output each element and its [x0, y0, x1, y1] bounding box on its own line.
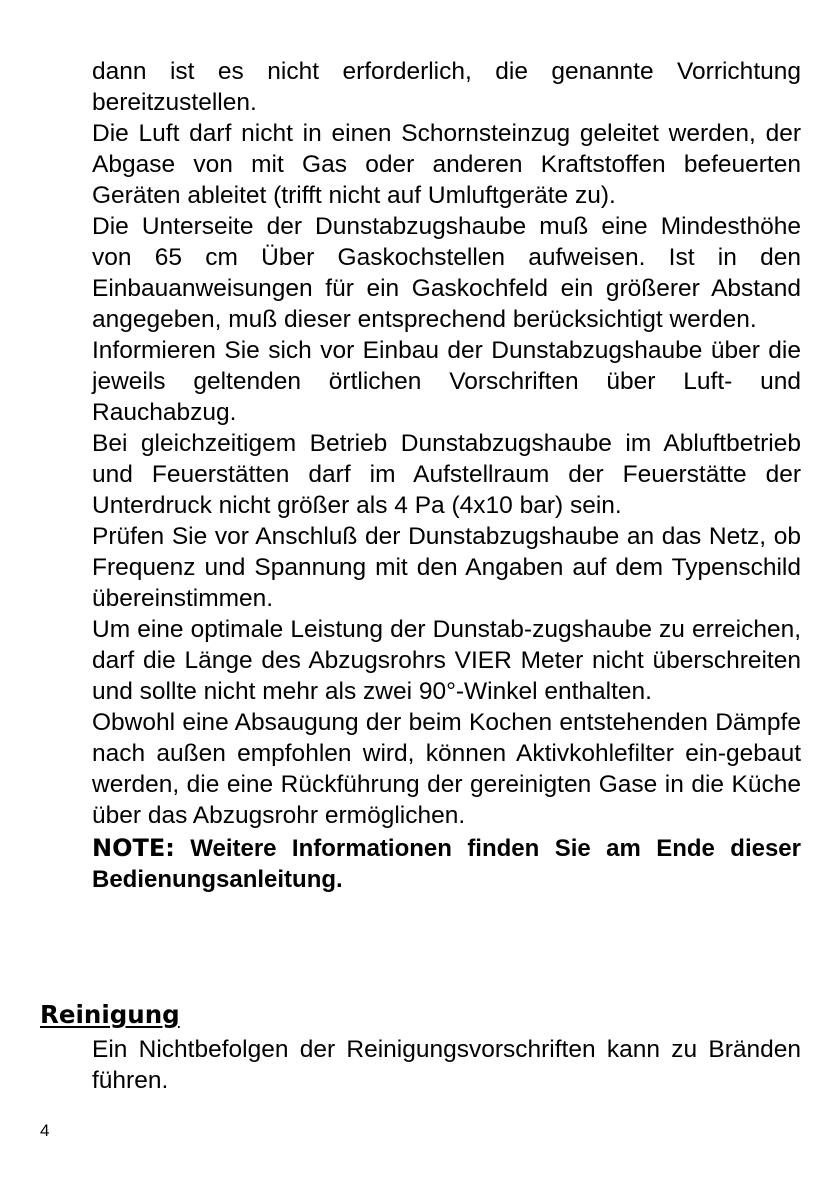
paragraph-duct-length: Um eine optimale Leistung der Dunstab-zugshaube zu erreichen, darf die Länge des Abzugsrohrs VIER Meter nicht überschreiten und sollte nicht mehr als zwei 90°-Winkel enthalten. — [92, 616, 801, 705]
paragraph-minimum-height: Die Unterseite der Dunstabzugshaube muß eine Mindesthöhe von 65 cm Über Gaskochstellen aufweisen. Ist in den Einbauanweisungen für ein Gaskochfeld ein größerer Abstand angegeben, muß dieser entsprechend berücksichtigt werden. — [92, 213, 801, 333]
note — [92, 833, 801, 895]
note-label: NOTE: — [92, 834, 175, 862]
paragraph-negative-pressure: Bei gleichzeitigem Betrieb Dunstabzugshaube im Abluftbetrieb und Feuerstätten darf im Aufstellraum der Feuerstätte der Unterdruck nicht größer als 4 Pa (4x10 bar) sein. — [92, 430, 801, 519]
page-number: 4 — [40, 1121, 50, 1140]
paragraph-cleaning-warning: Ein Nichtbefolgen der Reinigungsvorschriften kann zu Bränden führen. — [92, 1036, 801, 1094]
paragraph-device-not-required: dann ist es nicht erforderlich, die genannte Vorrichtung bereitzustellen. — [92, 58, 801, 116]
paragraph-chimney-flue: Die Luft darf nicht in einen Schornsteinzug geleitet werden, der Abgase von mit Gas oder anderen Kraftstoffen befeuerten Geräten ableitet (trifft nicht auf Umluftgeräte zu). — [92, 120, 801, 209]
section-body-cleaning — [92, 1034, 801, 1096]
section-heading-cleaning: Reinigung — [40, 1000, 180, 1029]
paragraph-local-regulations: Informieren Sie sich vor Einbau der Dunstabzugshaube über die jeweils geltenden örtlichen Vorschriften über Luft- und Rauchabzug. — [92, 337, 801, 426]
paragraph-rating-plate: Prüfen Sie vor Anschluß der Dunstabzugshaube an das Netz, ob Frequenz und Spannung mit den Angaben auf dem Typenschild übereinstimmen. — [92, 523, 801, 612]
paragraph-carbon-filters: Obwohl eine Absaugung der beim Kochen entstehenden Dämpfe nach außen empfohlen wird, können Aktivkohlefilter ein-gebaut werden, die eine Rückführung der gereinigten Gase in die Küche über das Abzugsrohr ermöglichen. — [92, 709, 801, 829]
note-text: Weitere Informationen finden Sie am Ende dieser Bedienungsanleitung. — [92, 835, 801, 893]
body-text — [92, 56, 801, 895]
